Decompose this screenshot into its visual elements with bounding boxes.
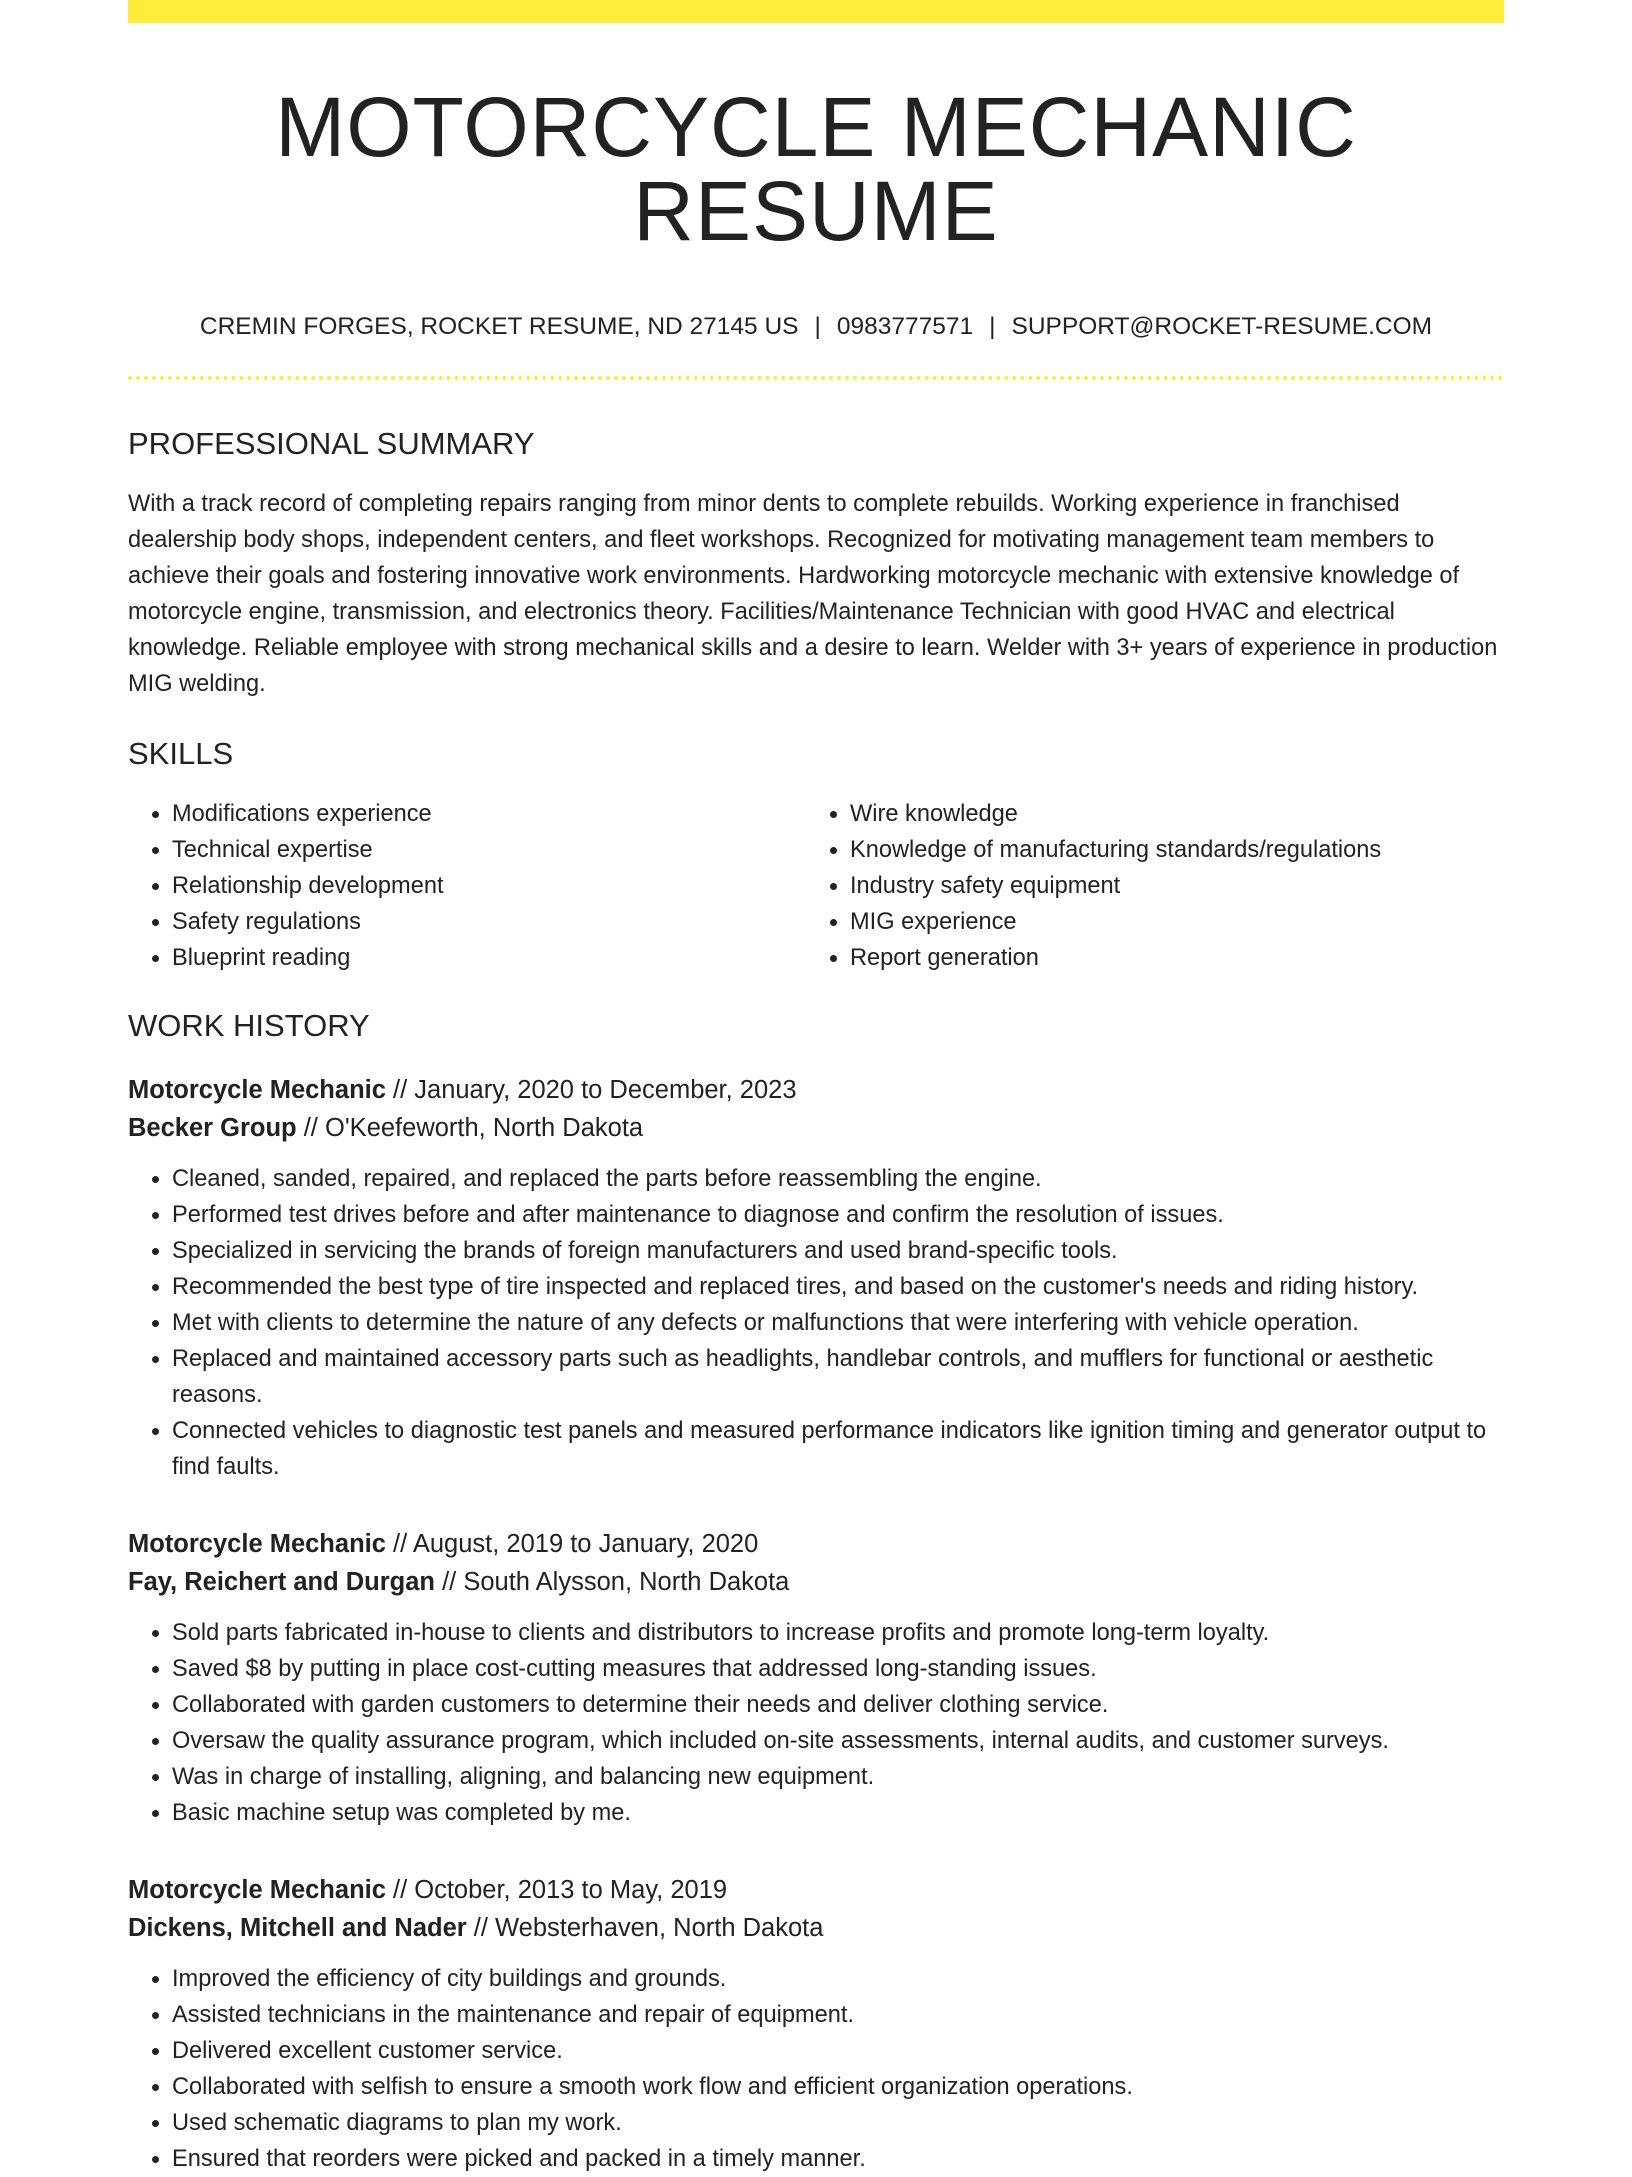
skill-item: • Blueprint reading (172, 940, 806, 976)
job-bullet: • Improved the efficiency of city buildings and grounds. (172, 1961, 1504, 1997)
job-dates: // August, 2019 to January, 2020 (385, 1529, 759, 1558)
job-company: Fay, Reichert and Durgan (128, 1567, 436, 1596)
job-location: // Websterhaven, North Dakota (466, 1913, 824, 1942)
job-bullet: • Saved $8 by putting in place cost-cutting measures that addressed long-standing issues. (172, 1651, 1504, 1687)
job-bullet: • Delivered excellent customer service. (172, 2033, 1504, 2069)
skill-item: • Industry safety equipment (850, 868, 1484, 904)
job-dates: // October, 2013 to May, 2019 (385, 1875, 728, 1904)
summary-heading: PROFESSIONAL SUMMARY (128, 425, 535, 461)
job-bullet: • Basic machine setup was completed by me. (172, 1795, 1504, 1831)
job-bullets (128, 1161, 1504, 1485)
job-entry (128, 1071, 1504, 1485)
contact-email[interactable]: SUPPORT@ROCKET-RESUME.COM (1011, 313, 1433, 340)
job-bullets (128, 1615, 1504, 1831)
job-role: Motorcycle Mechanic (128, 1875, 386, 1904)
contact-line (128, 315, 1504, 340)
job-role: Motorcycle Mechanic (128, 1529, 386, 1558)
skill-item: • Wire knowledge (850, 796, 1484, 832)
job-bullet: • Collaborated with selfish to ensure a smooth work flow and efficient organization operations. (172, 2069, 1504, 2105)
skill-item: • Report generation (850, 940, 1484, 976)
job-role-line (128, 1871, 1504, 1909)
skills-heading: SKILLS (128, 735, 234, 771)
job-role: Motorcycle Mechanic (128, 1075, 386, 1104)
job-bullet: • Met with clients to determine the nature of any defects or malfunctions that were interfering with vehicle operation. (172, 1305, 1504, 1341)
job-company: Dickens, Mitchell and Nader (128, 1913, 467, 1942)
contact-address: CREMIN FORGES, ROCKET RESUME, ND 27145 US (199, 313, 799, 340)
job-bullet: • Connected vehicles to diagnostic test panels and measured performance indicators like ignition timing and generator output to find faults. (172, 1413, 1504, 1485)
summary-text: With a track record of completing repairs ranging from minor dents to complete rebuilds. Working experience in franchised dealership body shops, independent centers, and fleet workshops. Recognized for motivating management team members to achieve their goals and fostering innovative work environments. Hardworking motorcycle mechanic with extensive knowledge of motorcycle engine, transmission, and electronics theory. Facilities/Maintenance Technician with good HVAC and electrical knowledge. Reliable employee with strong mechanical skills and a desire to learn. Welder with 3+ years of experience in production MIG welding. (128, 490, 1498, 697)
job-bullet: • Assisted technicians in the maintenance and repair of equipment. (172, 1997, 1504, 2033)
resume-title: MOTORCYCLE MECHANIC RESUME (275, 80, 1357, 258)
dotted-divider (128, 376, 1504, 380)
skill-item: • Technical expertise (172, 832, 806, 868)
contact-phone[interactable]: 0983777571 (836, 313, 974, 340)
skill-item: • Modifications experience (172, 796, 806, 832)
job-bullet: • Specialized in servicing the brands of foreign manufacturers and used brand-specific tools. (172, 1233, 1504, 1269)
job-bullet: • Collaborated with garden customers to determine their needs and deliver clothing service. (172, 1687, 1504, 1723)
job-bullet: • Oversaw the quality assurance program, which included on-site assessments, internal audits, and customer surveys. (172, 1723, 1504, 1759)
job-bullet: • Was in charge of installing, aligning, and balancing new equipment. (172, 1759, 1504, 1795)
job-role-line (128, 1071, 1504, 1109)
job-bullets (128, 1961, 1504, 2177)
job-location: // South Alysson, North Dakota (435, 1567, 790, 1596)
skills-grid (128, 796, 1504, 976)
job-bullet: • Used schematic diagrams to plan my work. (172, 2105, 1504, 2141)
skill-item: • Safety regulations (172, 904, 806, 940)
job-bullet: • Ensured that reorders were picked and packed in a timely manner. (172, 2141, 1504, 2177)
contact-separator: | (989, 313, 996, 340)
top-accent-bar (128, 0, 1504, 23)
job-entry (128, 1871, 1504, 2177)
resume-page (128, 0, 1504, 2177)
skill-item: • Relationship development (172, 868, 806, 904)
job-entry (128, 1525, 1504, 1831)
job-bullet: • Recommended the best type of tire inspected and replaced tires, and based on the customer's needs and riding history. (172, 1269, 1504, 1305)
skills-list-right (806, 796, 1484, 976)
job-role-line (128, 1525, 1504, 1563)
job-bullet: • Cleaned, sanded, repaired, and replaced the parts before reassembling the engine. (172, 1161, 1504, 1197)
job-company-line (128, 1909, 1504, 1947)
job-company-line (128, 1563, 1504, 1601)
job-company: Becker Group (128, 1113, 297, 1142)
job-bullet: • Performed test drives before and after maintenance to diagnose and confirm the resolution of issues. (172, 1197, 1504, 1233)
job-company-line (128, 1109, 1504, 1147)
skill-item: • MIG experience (850, 904, 1484, 940)
work-history-heading: WORK HISTORY (128, 1007, 370, 1043)
job-bullet: • Replaced and maintained accessory parts such as headlights, handlebar controls, and mufflers for functional or aesthetic reasons. (172, 1341, 1504, 1413)
job-bullet: • Sold parts fabricated in-house to clients and distributors to increase profits and promote long-term loyalty. (172, 1615, 1504, 1651)
skills-list-left (128, 796, 806, 976)
contact-separator: | (814, 313, 821, 340)
skill-item: • Knowledge of manufacturing standards/regulations (850, 832, 1484, 868)
job-dates: // January, 2020 to December, 2023 (385, 1075, 797, 1104)
job-location: // O'Keefeworth, North Dakota (296, 1113, 644, 1142)
